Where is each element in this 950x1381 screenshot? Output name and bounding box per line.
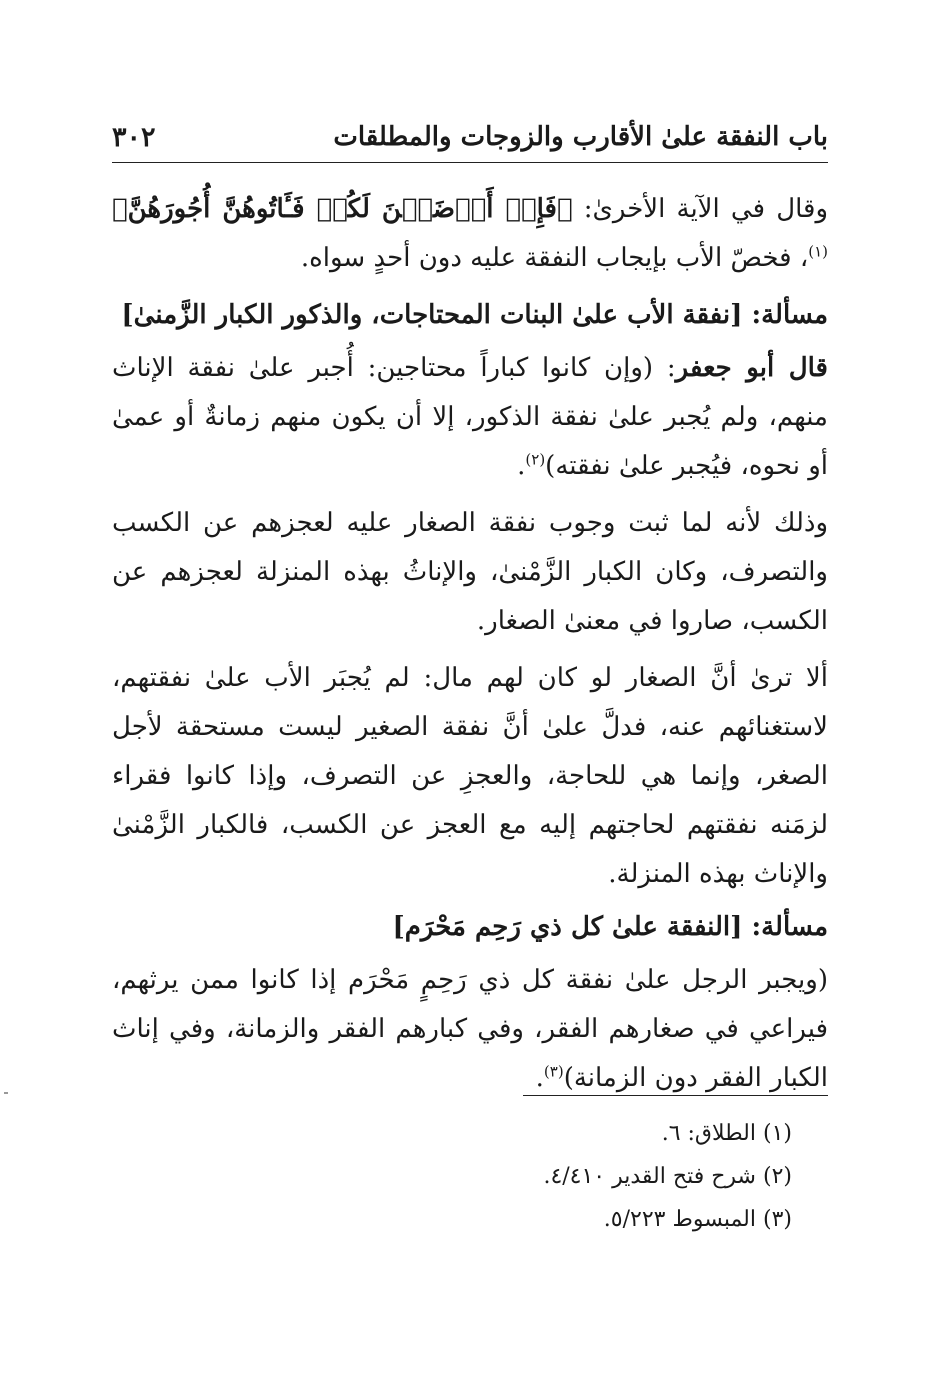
paragraph-verse bbox=[112, 185, 828, 283]
footnote-ref-2: (٢) bbox=[525, 450, 546, 469]
page-number: ٣٠٢ bbox=[112, 122, 156, 153]
footnotes bbox=[112, 1112, 792, 1241]
paragraph-text: ، فخصّ الأب بإيجاب النفقة عليه دون أحدٍ سواه. bbox=[300, 243, 809, 273]
scan-mark bbox=[4, 1092, 8, 1094]
footnote-ref-1: (١) bbox=[808, 242, 828, 261]
paragraph-argument: ألا ترىٰ أنَّ الصغار لو كان لهم مال: لم يُجبَر الأب علىٰ نفقتهم، لاستغنائهم عنه، فدلَّ علىٰ أنَّ نفقة الصغير ليست مستحقة لأجل الصغر، وإنما هي للحاجة، والعجزِ عن التصرف، وإذا كانوا فقراء لزمَنه نفقتهم لحاجتهم إليه مع العجز عن الكسب، فالكبار الزَّمْنىٰ والإناث بهذه المنزلة. bbox=[112, 663, 828, 889]
paragraph-text: وقال في الآية الأخرىٰ: bbox=[572, 194, 828, 224]
footnote-2: (٢) شرح فتح القدير ٤/٤١٠. bbox=[543, 1164, 792, 1189]
main-text bbox=[112, 185, 828, 1111]
paragraph-ruling bbox=[112, 956, 828, 1103]
footnote-3: (٣) المبسوط ٥/٢٢٣. bbox=[603, 1207, 792, 1232]
footnote-ref-3: (٣) bbox=[543, 1062, 564, 1081]
chapter-title: باب النفقة علىٰ الأقارب والزوجات والمطلقات bbox=[333, 122, 828, 152]
speaker-label: قال أبو جعفر bbox=[675, 353, 828, 383]
paragraph-end: . bbox=[535, 1063, 544, 1093]
paragraph-quote bbox=[112, 344, 828, 491]
footnote-1: (١) الطلاق: ٦. bbox=[661, 1121, 792, 1146]
section-heading-2: مسألة: [النفقة علىٰ كل ذي رَحِم مَحْرَم] bbox=[392, 912, 828, 942]
quran-verse: ﴿فَإِنۡ أَرۡضَعۡنَ لَكُمۡ فَـَٔاتُوهُنَّ أُجُورَهُنَّ﴾ bbox=[112, 194, 573, 224]
paragraph-end: . bbox=[517, 451, 526, 481]
footnote-separator bbox=[523, 1095, 828, 1096]
paragraph-text: (ويجبر الرجل علىٰ نفقة كل ذي رَحِمٍ مَحْرَم إذا كانوا ممن يرثهم، فيراعي في صغارهم الفقر، وفي كبارهم الفقر والزمانة، وفي إناث الكبار الفقر دون الزمانة) bbox=[112, 965, 829, 1093]
paragraph-explanation: وذلك لأنه لما ثبت وجوب نفقة الصغار عليه لعجزهم عن الكسب والتصرف، وكان الكبار الزَّمْنىٰ، والإناثُ بهذه المنزلة لعجزهم عن الكسب، صاروا في معنىٰ الصغار. bbox=[112, 508, 828, 636]
running-header bbox=[112, 112, 828, 163]
paragraph-text: : (وإن كانوا كباراً محتاجين: أُجبر علىٰ نفقة الإناث منهم، ولم يُجبر علىٰ نفقة الذكور، إلا أن يكون منهم زمانةٌ أو عمىٰ أو نحوه، فيُجبر علىٰ نفقته) bbox=[112, 353, 828, 481]
section-heading-1: مسألة: [نفقة الأب علىٰ البنات المحتاجات، والذكور الكبار الزَّمنىٰ] bbox=[121, 300, 828, 330]
